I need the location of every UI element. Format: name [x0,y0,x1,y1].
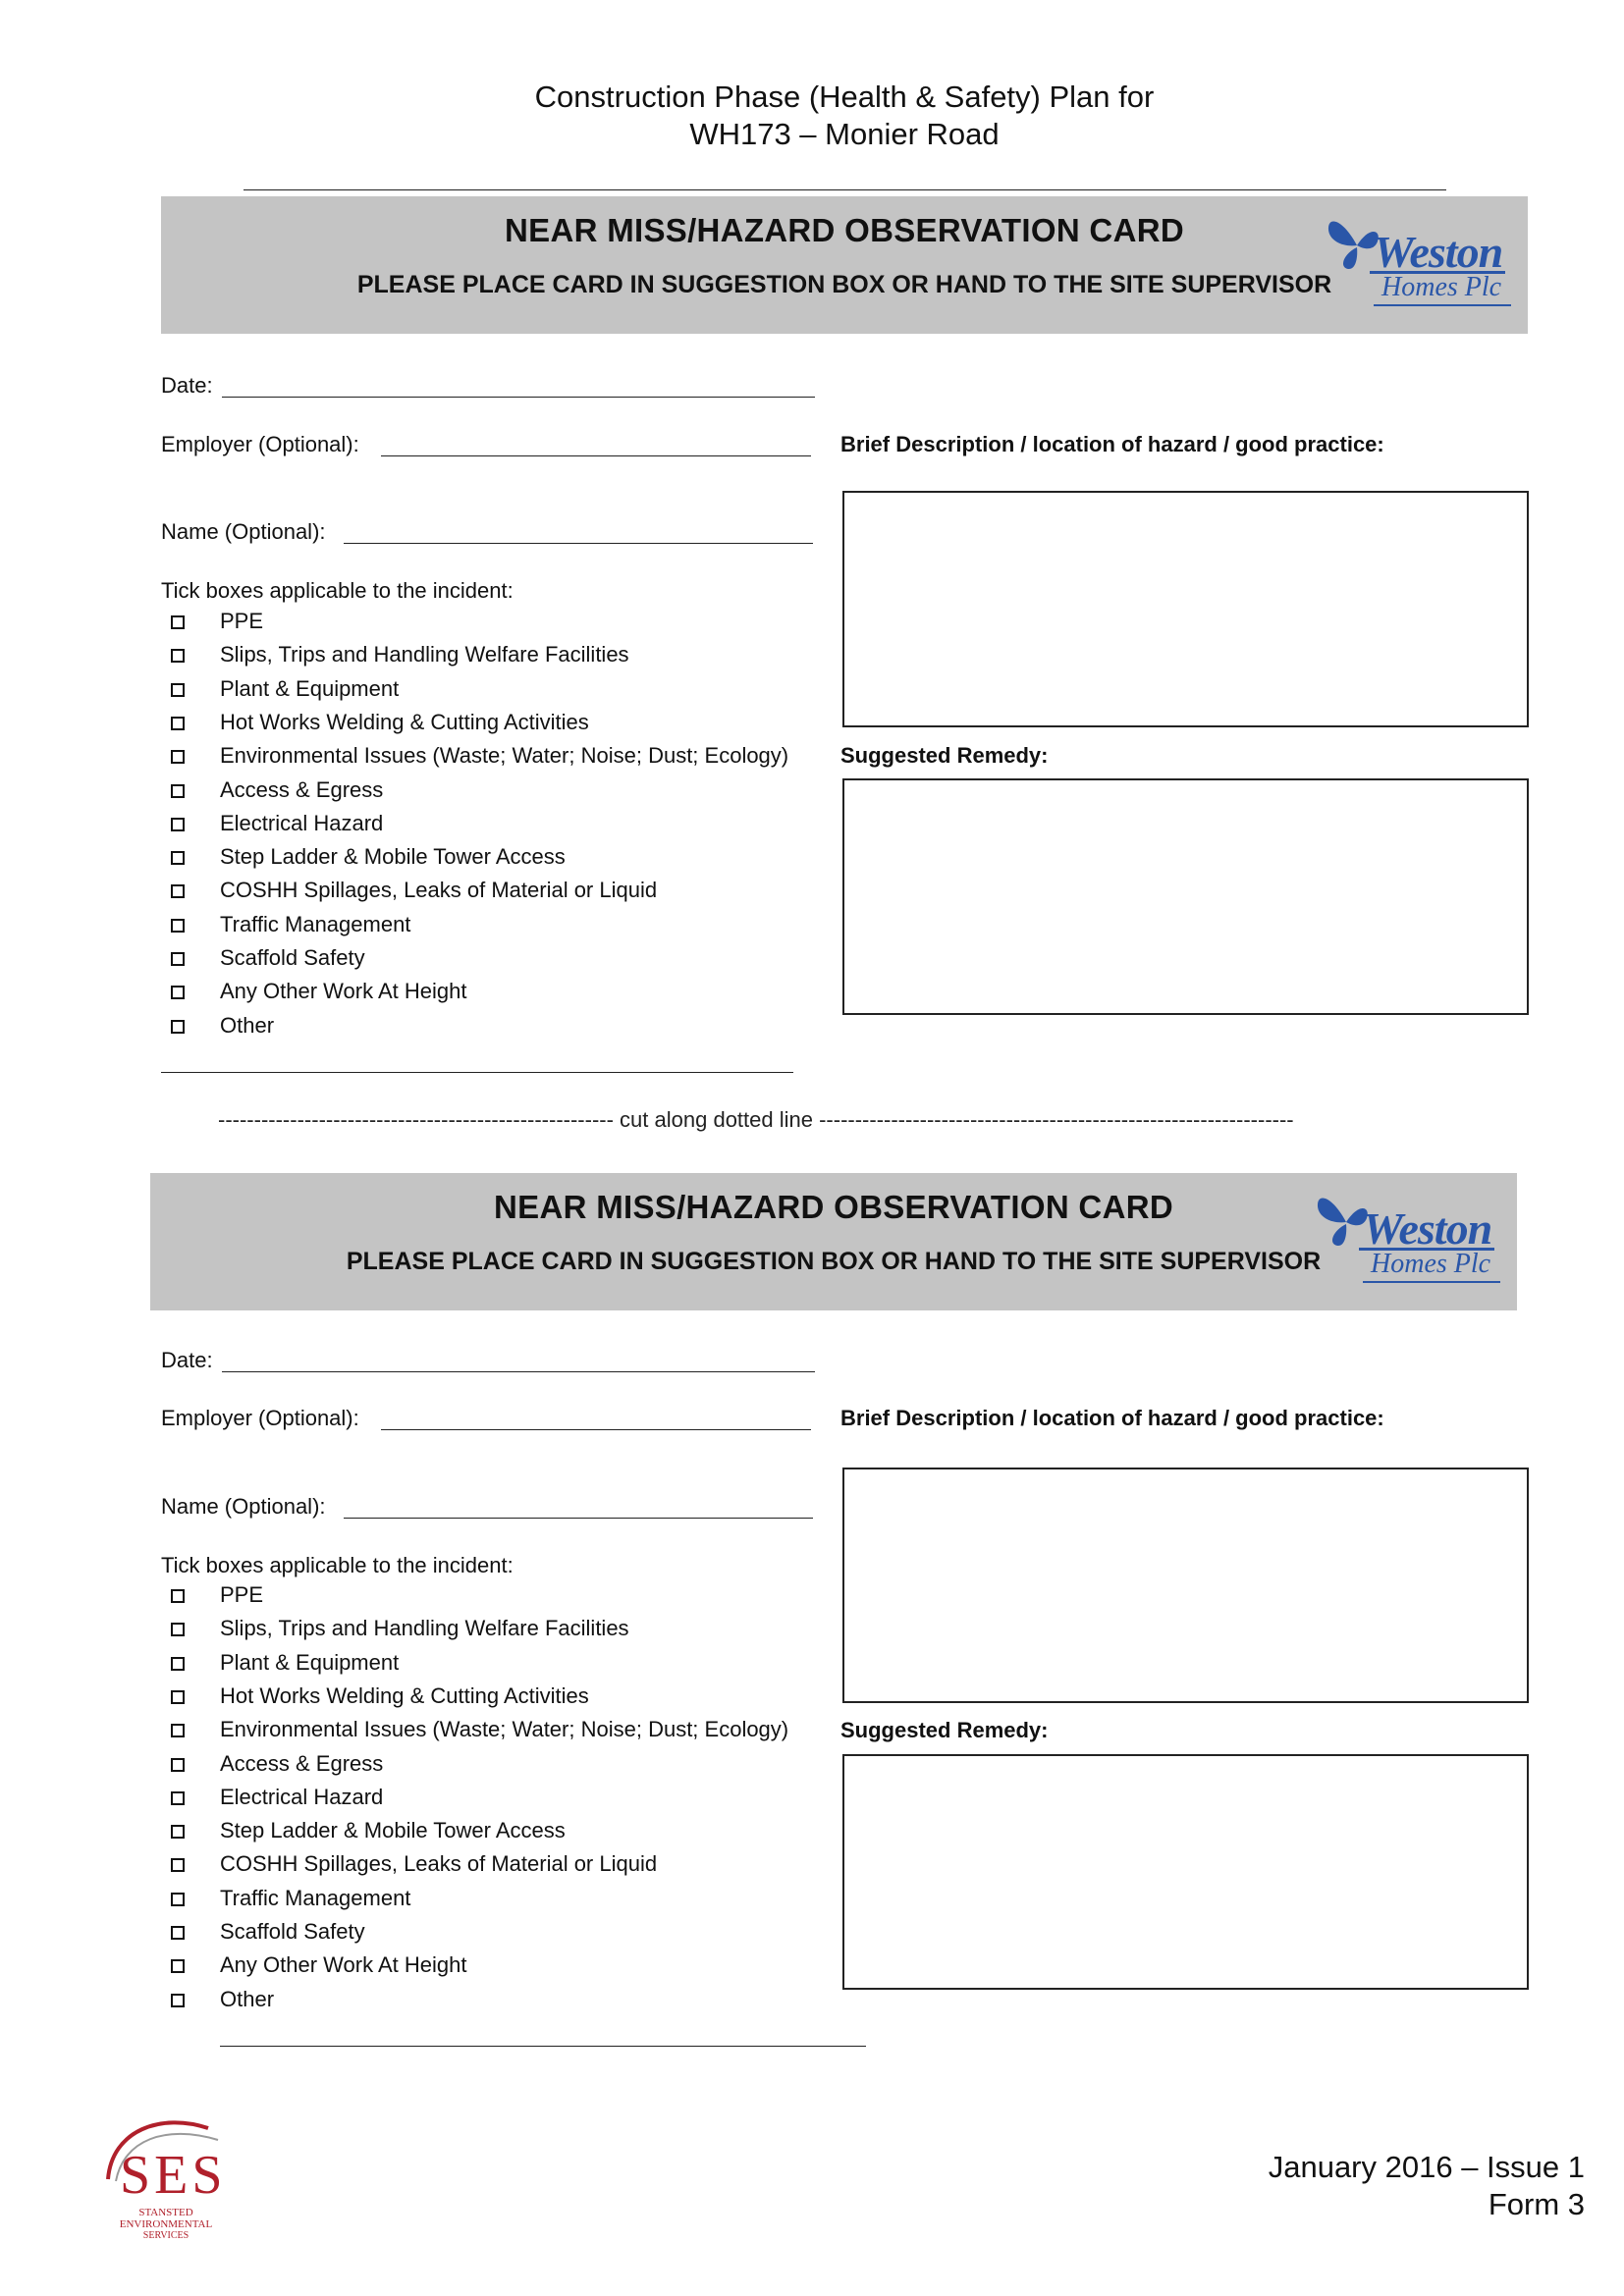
description-label: Brief Description / location of hazard / good practice: [840,432,1384,456]
observation-card-1 [0,0,1624,1038]
checklist-item-label: Plant & Equipment [220,1650,400,1675]
ses-subtext: SERVICES [142,2230,189,2241]
card-subtitle: PLEASE PLACE CARD IN SUGGESTION BOX OR HAND TO THE SITE SUPERVISOR [346,1248,1322,1275]
checkbox[interactable] [171,919,185,933]
ses-subtext: ENVIRONMENTAL [119,2218,213,2230]
description-label: Brief Description / location of hazard / good practice: [840,1406,1384,1430]
checklist-item-label: PPE [220,609,264,633]
date-label: Date: [161,373,213,398]
checklist-item-label: Slips, Trips and Handling Welfare Facilities [220,1616,629,1640]
logo-rule [1363,1281,1500,1283]
ses-subtext: STANSTED [138,2207,193,2218]
checklist-item-label: Hot Works Welding & Cutting Activities [220,1683,589,1708]
checklist-item-label: Access & Egress [220,1751,384,1776]
weston-homes-logo [1312,1185,1508,1293]
card-subtitle: PLEASE PLACE CARD IN SUGGESTION BOX OR HAND TO THE SITE SUPERVISOR [356,271,1332,298]
checklist-item-label: Slips, Trips and Handling Welfare Facilities [220,642,629,667]
checkbox[interactable] [171,1623,185,1636]
checkbox[interactable] [171,1690,185,1704]
name-label: Name (Optional): [161,1494,326,1519]
document-title-line2: WH173 – Monier Road [689,117,1000,151]
checkbox[interactable] [171,649,185,663]
checkbox[interactable] [171,1926,185,1940]
checkbox[interactable] [171,1858,185,1872]
remedy-label: Suggested Remedy: [840,743,1049,768]
checklist-item-label: Environmental Issues (Waste; Water; Noise; Dust; Ecology) [220,743,789,768]
employer-label: Employer (Optional): [161,432,359,456]
checklist-item-label: Traffic Management [220,912,411,936]
checklist-item-label: Other [220,1987,275,2011]
logo-rule [1374,304,1511,306]
tick-instructions: Tick boxes applicable to the incident: [161,578,514,603]
card-title: NEAR MISS/HAZARD OBSERVATION CARD [505,212,1184,248]
checklist-item-label: Plant & Equipment [220,676,400,701]
checklist-item-label: Electrical Hazard [220,811,384,835]
name-field[interactable] [344,543,813,544]
date-field[interactable] [222,397,815,398]
checklist-item-label: Environmental Issues (Waste; Water; Noise; Dust; Ecology) [220,1717,789,1741]
checklist-item-label: Other [220,1013,275,1038]
checkbox[interactable] [171,1791,185,1805]
checklist-item-label: Step Ladder & Mobile Tower Access [220,844,566,869]
employer-label: Employer (Optional): [161,1406,359,1430]
remedy-label: Suggested Remedy: [840,1718,1049,1742]
footer-form-number: Form 3 [1488,2187,1585,2221]
checkbox[interactable] [171,851,185,865]
checklist-item-label: PPE [220,1582,264,1607]
checkbox[interactable] [171,952,185,966]
observation-card-2 [0,977,1624,2011]
checkbox[interactable] [171,683,185,697]
checklist-item-label: Traffic Management [220,1886,411,1910]
document-title-line1: Construction Phase (Health & Safety) Plan for [534,80,1155,114]
employer-field[interactable] [381,455,811,456]
checkbox[interactable] [171,818,185,831]
checkbox[interactable] [171,1893,185,1906]
logo-wordmark: Weston [1363,1203,1492,1254]
name-label: Name (Optional): [161,519,326,544]
checklist-item-label: Step Ladder & Mobile Tower Access [220,1818,566,1842]
employer-field[interactable] [381,1429,811,1430]
description-box[interactable] [842,1468,1529,1703]
ses-logo [102,2110,240,2248]
checkbox[interactable] [171,750,185,764]
checklist-item-label: COSHH Spillages, Leaks of Material or Liquid [220,878,658,902]
checklist-item-label: Access & Egress [220,777,384,802]
checklist-item-label: Electrical Hazard [220,1785,384,1809]
checkbox[interactable] [171,1589,185,1603]
card-banner [161,196,1528,334]
card-title: NEAR MISS/HAZARD OBSERVATION CARD [494,1189,1173,1225]
checklist-item-label: COSHH Spillages, Leaks of Material or Liquid [220,1851,658,1876]
other-details-line[interactable] [220,2046,866,2047]
weston-homes-logo [1323,208,1519,316]
date-field[interactable] [222,1371,815,1372]
checklist-item-label: Any Other Work At Height [220,1952,467,1977]
description-box[interactable] [842,491,1529,727]
checkbox[interactable] [171,717,185,730]
tick-instructions: Tick boxes applicable to the incident: [161,1553,514,1577]
checklist-item-label: Scaffold Safety [220,945,365,970]
checklist-item-label: Scaffold Safety [220,1919,365,1944]
checkbox[interactable] [171,1994,185,2007]
footer-issue: January 2016 – Issue 1 [1268,2150,1585,2184]
checklist-item-label: Any Other Work At Height [220,979,467,1003]
checkbox[interactable] [171,1724,185,1737]
name-field[interactable] [344,1518,813,1519]
logo-wordmark: Weston [1374,227,1503,277]
checkbox[interactable] [171,1758,185,1772]
date-label: Date: [161,1348,213,1372]
checkbox[interactable] [171,1825,185,1839]
checkbox[interactable] [171,1959,185,1973]
checkbox[interactable] [171,615,185,629]
checklist-item-label: Hot Works Welding & Cutting Activities [220,710,589,734]
ses-wordmark: SES [120,2145,227,2206]
checkbox[interactable] [171,1657,185,1671]
checkbox[interactable] [171,784,185,798]
remedy-box[interactable] [842,1754,1529,1990]
checkbox[interactable] [171,884,185,898]
logo-subtext: Homes Plc [1371,1249,1491,1279]
card-banner [150,1173,1517,1310]
cut-line: ------------------------------------------------------- cut along dotted line ------------------------------------------------------------------ [218,1107,1294,1132]
logo-subtext: Homes Plc [1381,272,1502,302]
